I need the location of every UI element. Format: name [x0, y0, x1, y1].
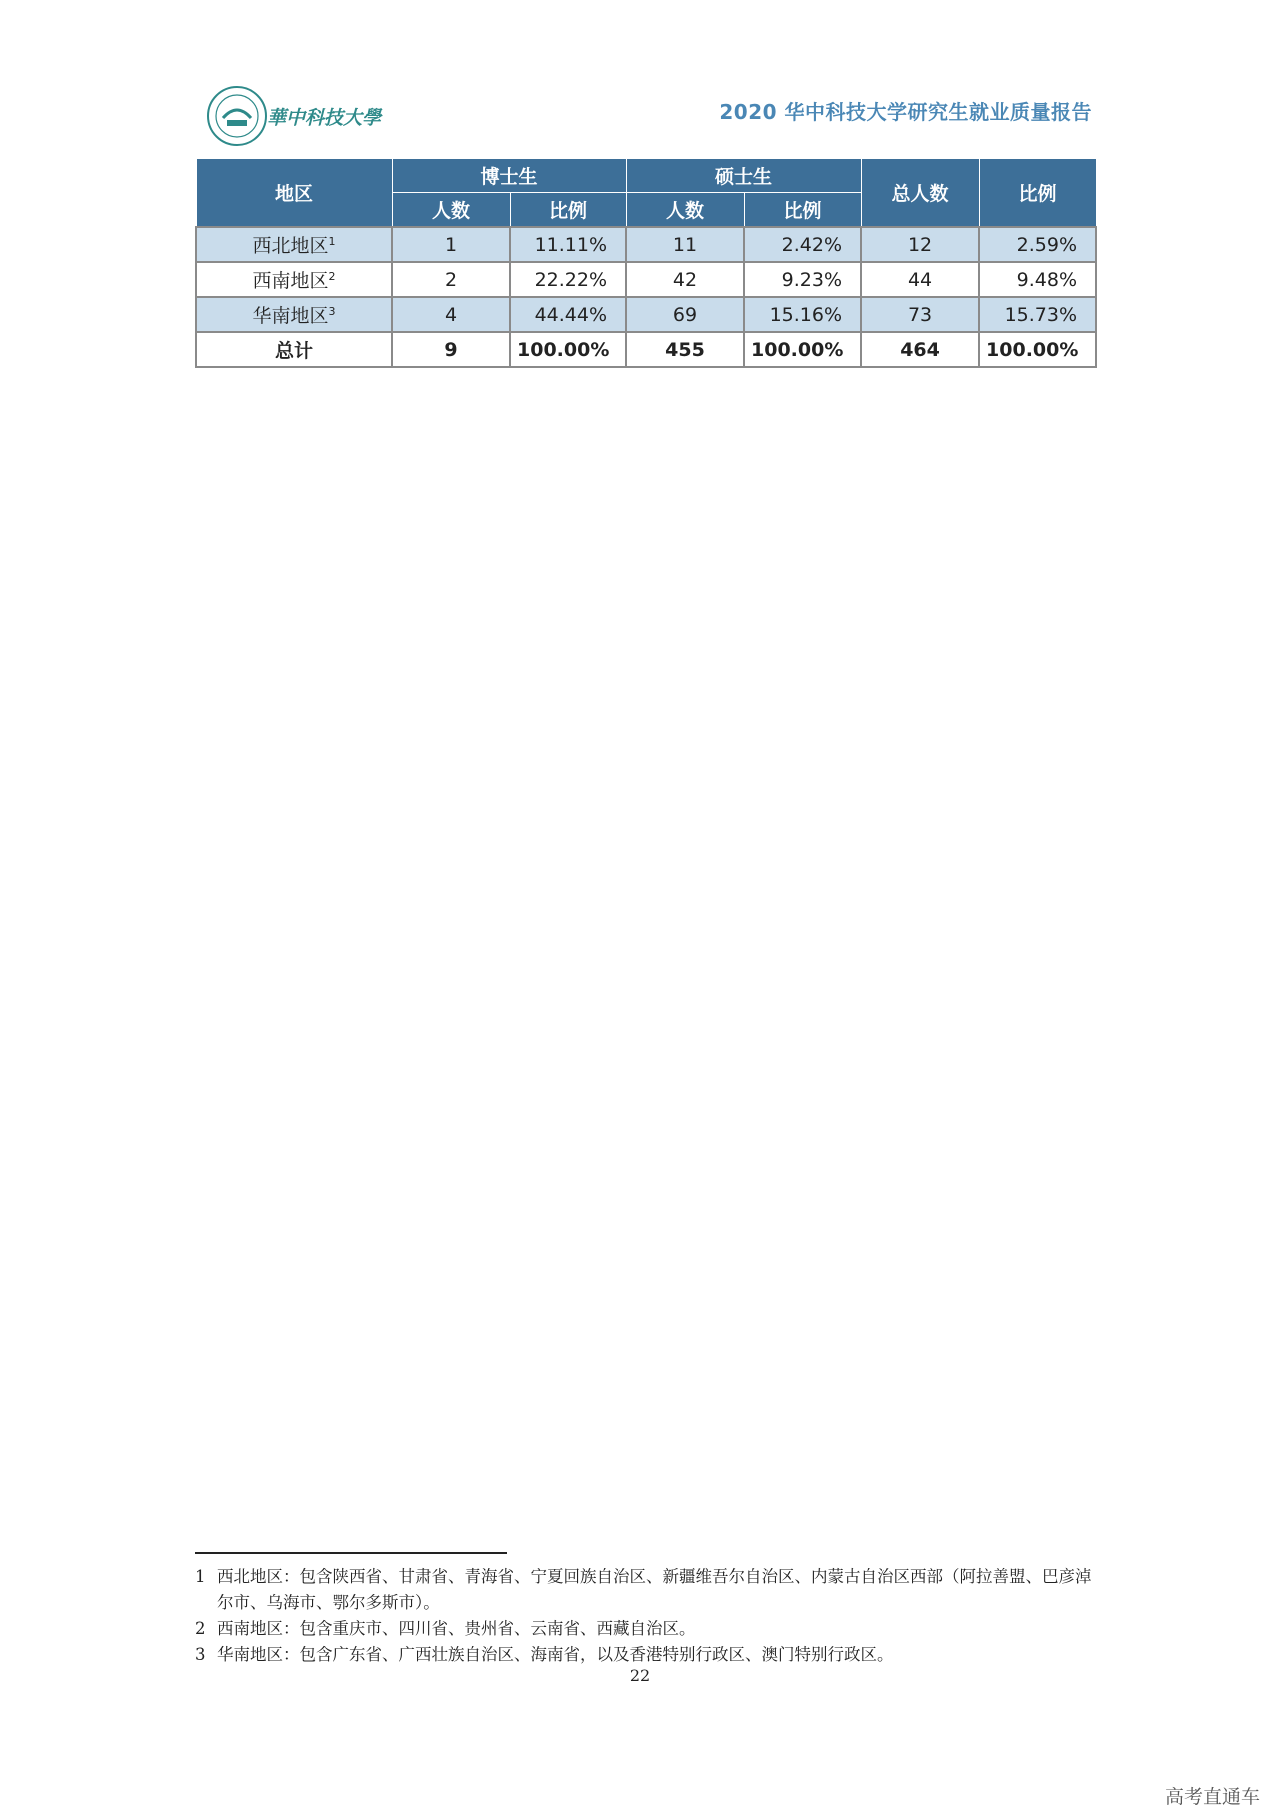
master-count-cell: 11	[626, 227, 744, 262]
total-count-cell: 73	[861, 297, 979, 332]
header-total-count: 总人数	[861, 159, 979, 228]
report-title: 2020 华中科技大学研究生就业质量报告	[719, 100, 1092, 124]
phd-ratio-cell: 11.11%	[510, 227, 626, 262]
footnote-text: 西南地区：包含重庆市、四川省、贵州省、云南省、西藏自治区。	[217, 1619, 696, 1638]
table-row	[196, 297, 1096, 332]
table-total-row	[196, 332, 1096, 367]
footnote-number: 2	[195, 1619, 206, 1638]
phd-count-cell: 4	[392, 297, 510, 332]
phd-count-cell: 9	[392, 332, 510, 367]
footnote-text: 西北地区：包含陕西省、甘肃省、青海省、宁夏回族自治区、新疆维吾尔自治区、内蒙古自治区西部（阿拉善盟、巴彦淖尔市、乌海市、鄂尔多斯市）。	[217, 1567, 1092, 1612]
master-ratio-cell: 2.42%	[744, 227, 861, 262]
footnote-text: 华南地区：包含广东省、广西壮族自治区、海南省，以及香港特别行政区、澳门特别行政区。	[217, 1645, 894, 1664]
footnote	[195, 1616, 1100, 1642]
footnote-ref: 3	[328, 305, 336, 318]
region-cell: 西南地区$^2$	[196, 262, 392, 297]
region-cell: 西北地区$^1$	[196, 227, 392, 262]
footnotes	[195, 1564, 1100, 1668]
phd-ratio-cell: 44.44%	[510, 297, 626, 332]
header-phd: 博士生	[392, 159, 626, 193]
footnote-ref: 2	[328, 270, 336, 283]
table-header-row	[196, 159, 1096, 193]
total-ratio-cell: 15.73%	[979, 297, 1096, 332]
master-ratio-cell: 15.16%	[744, 297, 861, 332]
footnote-divider	[195, 1552, 507, 1554]
header-phd-count: 人数	[392, 193, 510, 228]
phd-ratio-cell: 100.00%	[510, 332, 626, 367]
master-count-cell: 69	[626, 297, 744, 332]
total-ratio-cell: 2.59%	[979, 227, 1096, 262]
page-number: 22	[629, 1666, 651, 1685]
table-row	[196, 262, 1096, 297]
phd-count-cell: 1	[392, 227, 510, 262]
master-count-cell: 455	[626, 332, 744, 367]
region-cell: 华南地区$^3$	[196, 297, 392, 332]
phd-ratio-cell: 22.22%	[510, 262, 626, 297]
university-logo	[205, 84, 385, 148]
footnote-ref: 1	[328, 235, 336, 248]
total-ratio-cell: 100.00%	[979, 332, 1096, 367]
table-row	[196, 227, 1096, 262]
phd-count-cell: 2	[392, 262, 510, 297]
footnote-number: 1	[195, 1567, 206, 1586]
footnote	[195, 1642, 1100, 1668]
master-ratio-cell: 100.00%	[744, 332, 861, 367]
logo-text: 華中科技大學	[267, 107, 382, 129]
watermark: 高考直通车	[1164, 1786, 1260, 1808]
master-ratio-cell: 9.23%	[744, 262, 861, 297]
header-master-count: 人数	[626, 193, 744, 228]
footnote	[195, 1564, 1100, 1616]
total-count-cell: 464	[861, 332, 979, 367]
master-count-cell: 42	[626, 262, 744, 297]
header-phd-ratio: 比例	[510, 193, 626, 228]
region-distribution-table	[195, 158, 1097, 368]
total-count-cell: 44	[861, 262, 979, 297]
header-region: 地区	[196, 159, 392, 228]
total-ratio-cell: 9.48%	[979, 262, 1096, 297]
total-label-cell: 总计	[196, 332, 392, 367]
footnote-number: 3	[195, 1645, 206, 1664]
header-master: 硕士生	[626, 159, 861, 193]
header-master-ratio: 比例	[744, 193, 861, 228]
total-count-cell: 12	[861, 227, 979, 262]
header-total-ratio: 比例	[979, 159, 1096, 228]
